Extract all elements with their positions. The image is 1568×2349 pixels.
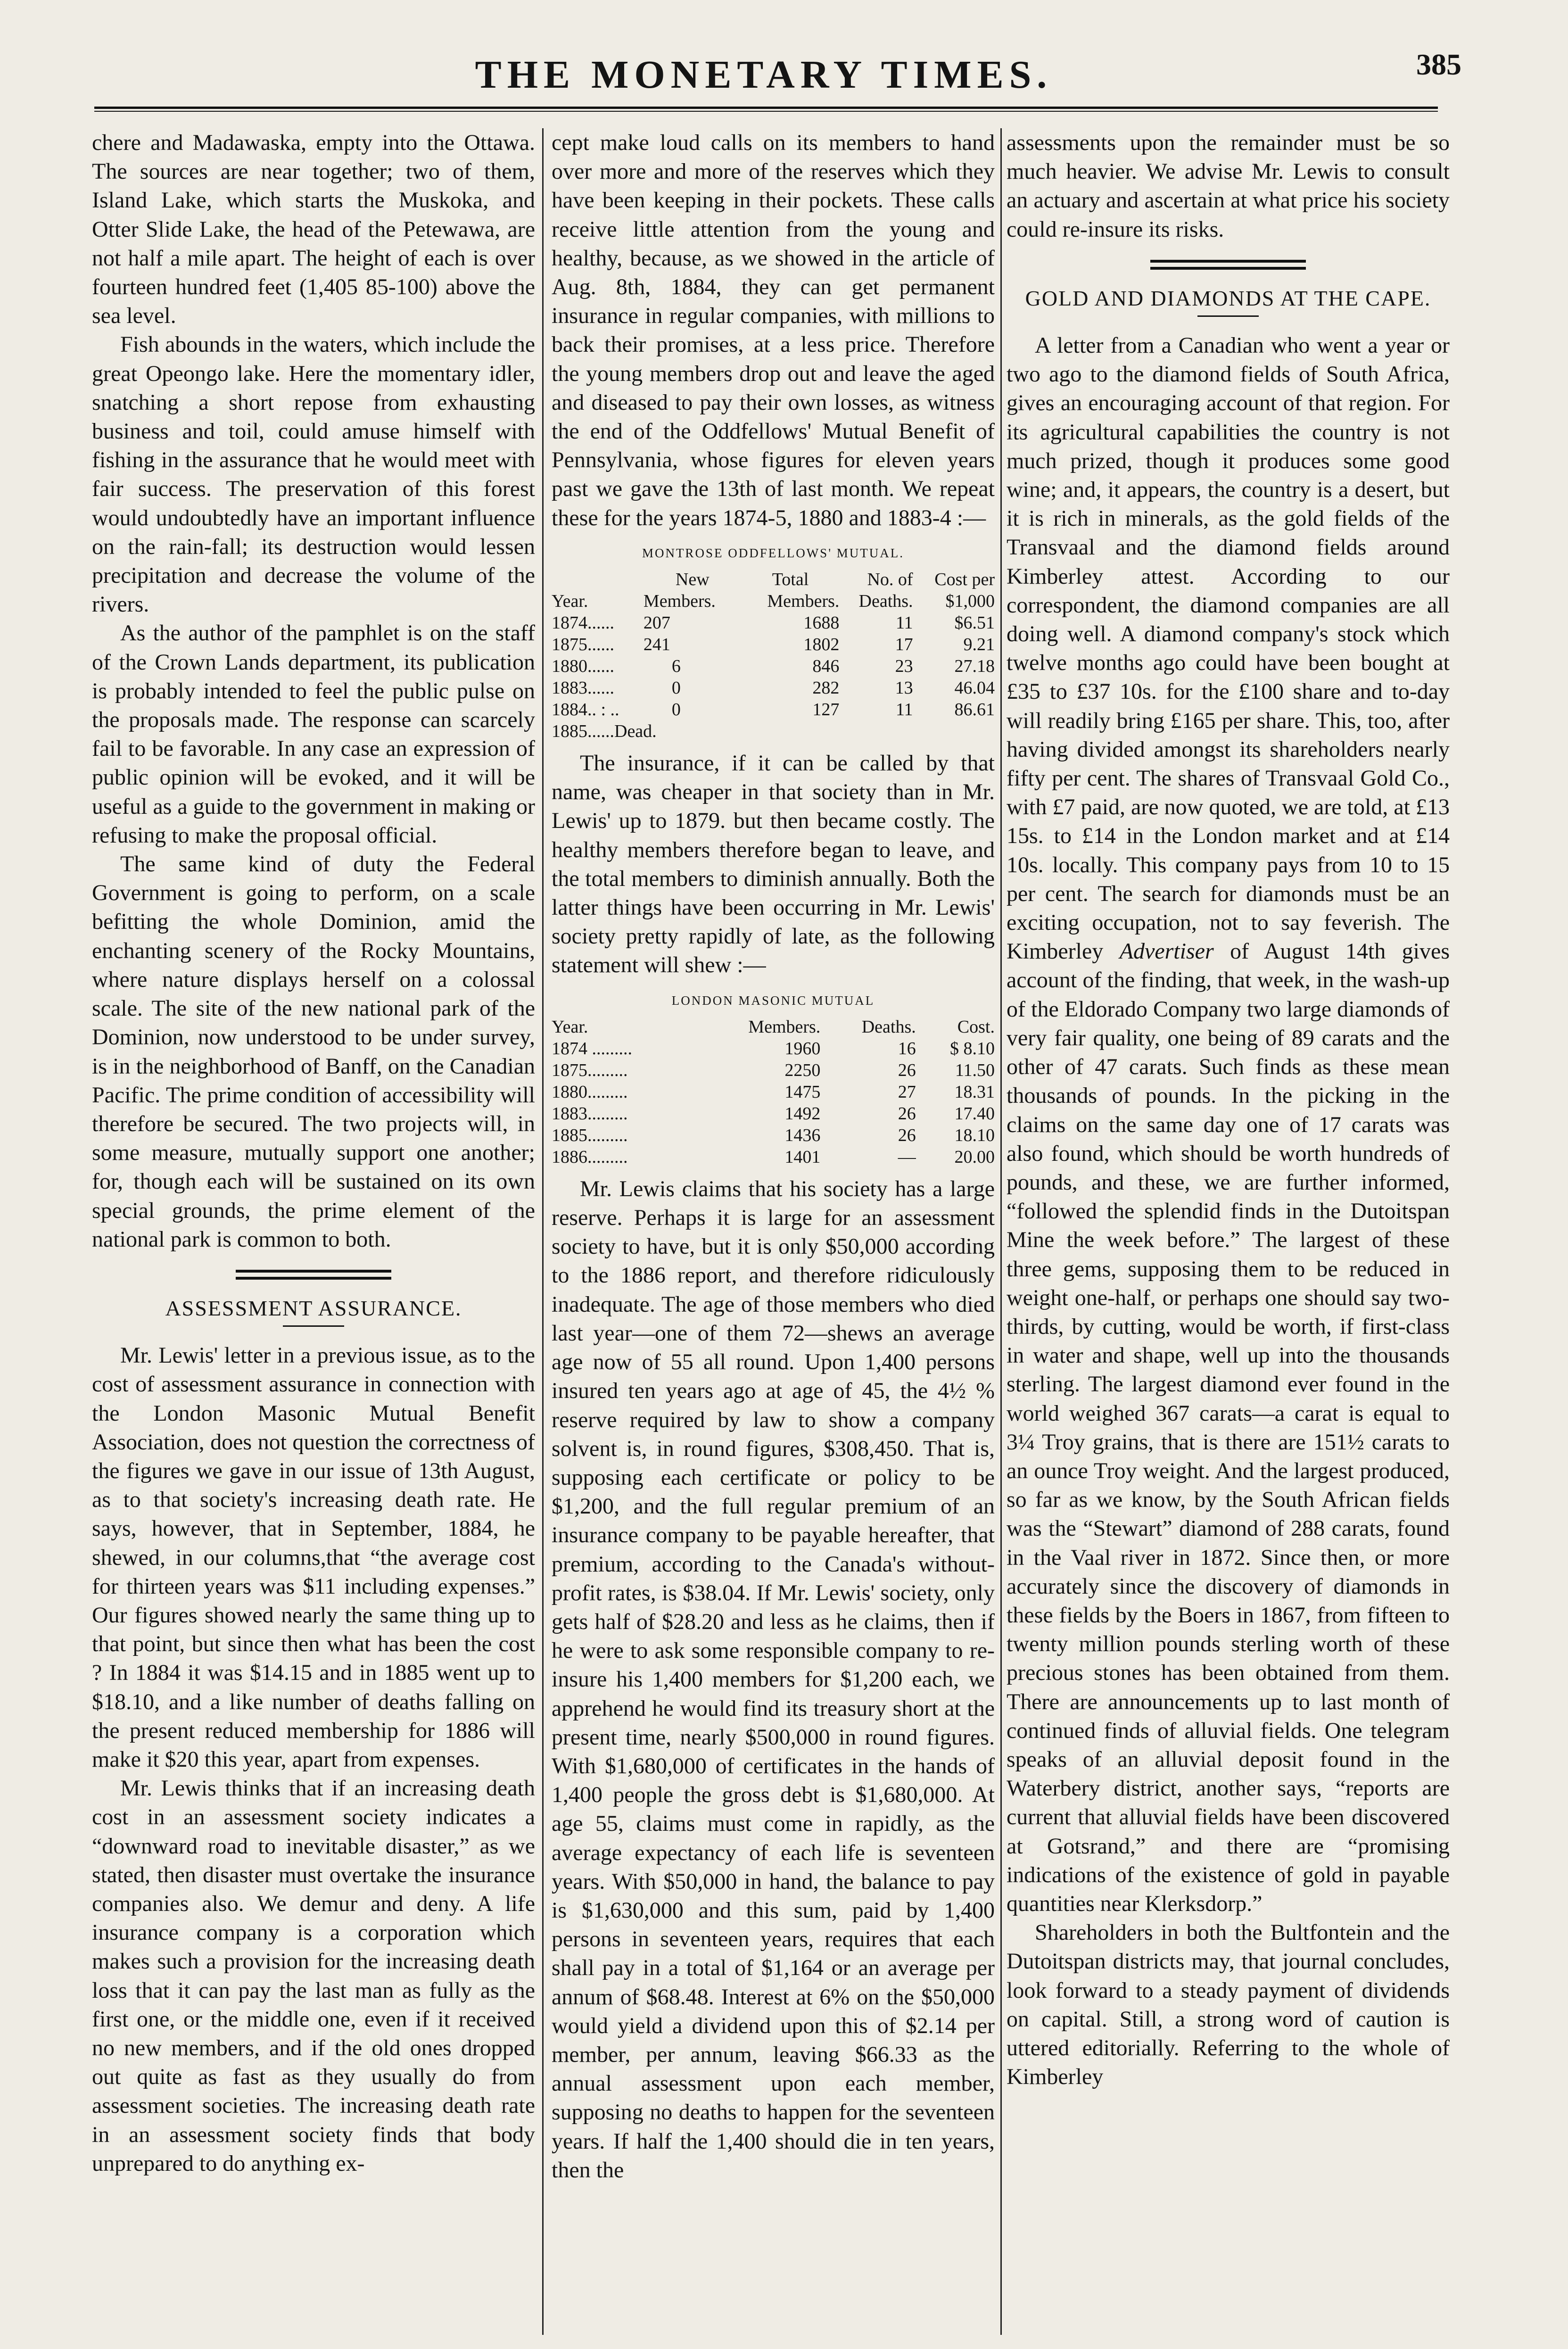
table-cell: — — [898, 1147, 916, 1167]
paragraph-text: of August 14th gives account of the finding, that week, in the wash-up of the Eldorado Company two large diamonds of very fair quality, one being of 89 carats and the other of 47 carats. Such finds as these mean thousands of pounds. In the picking in the claims on the same day one of 17 carats was also found, which should be worth hundreds of pounds, and these, we are further informed, “followed the splendid finds in the Dutoitspan Mine the week before.” The largest of these three gems, supposing them to be reduced in weight one-half, or perhaps one should say two-thirds, by cutting, would be worth, if first-class in water and shape, well up into the thousands sterling. The largest diamond ever found in the world weighed 367 carats—a carat is equal to 3¼ Troy grains, that is there are 151½ carats to an ounce Troy weight. And the largest produced, so far as we know, by the South African fields was the “Stewart” diamond of 288 carats, found in the Vaal river in 1872. Since then, or more accurately since the discovery of diamonds in these fields by the Boers in 1867, from fifteen to twenty million pounds sterling worth of these precious stones has been obtained from them. There are announcements up to last month of continued finds of alluvial fields. One telegram speaks of an alluvial deposit found in the Waterbery district, another says, “reports are current that alluvial fields have been discovered at Gotsrand,” and there are “promising indications of the existence of gold in payable quantities near Klerksdorp.” — [1007, 939, 1450, 1916]
table-cell: 20.00 — [954, 1147, 995, 1167]
table-header: Members. — [643, 591, 716, 612]
table-header: New — [675, 570, 710, 590]
table-cell: 241 — [643, 635, 670, 655]
table-cell: 11.50 — [955, 1060, 995, 1080]
table-header: Year. — [552, 591, 588, 612]
table-header: Total — [772, 570, 809, 590]
table-cell: 27.18 — [954, 656, 995, 677]
paragraph: Mr. Lewis thinks that if an increasing death cost in an assessment society indicates a “downward road to inevitable disaster,” as we stated, then disaster must overtake the insurance companies also. We demur and deny. A life insurance company is a corporation which makes such a provision for the increasing death loss that it can pay the last man as fully as the first one, or the middle one, even if it received no new members, and if the old ones dropped out quite as fast as they usually do from assessment societies. The increasing death rate in an assessment society finds that body unprepared to do anything ex- — [92, 1776, 535, 2176]
section-divider — [236, 1270, 391, 1280]
table-cell: 6 — [671, 656, 681, 677]
column-2 — [552, 128, 995, 2335]
table-header-row — [552, 1016, 995, 1038]
table-header: Cost per — [934, 570, 995, 590]
table-cell: 1884.. : .. — [552, 700, 619, 720]
table-cell: 26 — [898, 1125, 916, 1145]
column-1 — [92, 128, 535, 2335]
column-3 — [1007, 128, 1450, 2335]
table-header — [552, 569, 644, 590]
table-header: Deaths. — [858, 591, 913, 612]
table-row — [552, 699, 995, 720]
table-cell: 2250 — [784, 1060, 821, 1080]
table-header: Year. — [552, 1017, 588, 1037]
table-row — [552, 655, 995, 677]
table-cell: 23 — [895, 656, 913, 677]
table-cell: 207 — [643, 613, 670, 633]
table-row — [552, 720, 995, 742]
masthead-rule — [94, 107, 1438, 112]
heading-rule — [1197, 315, 1259, 317]
table-row — [552, 1125, 995, 1146]
table-header: Members. — [767, 591, 840, 612]
table-cell: 1875......... — [552, 1060, 628, 1080]
table-header: Cost. — [957, 1017, 995, 1037]
table-row — [552, 1103, 995, 1125]
table-cell: 86.61 — [954, 700, 995, 720]
newspaper-name: Advertiser — [1119, 939, 1214, 964]
paragraph — [1007, 331, 1450, 1918]
heading-rule — [283, 1325, 344, 1327]
table-cell: 9.21 — [963, 635, 995, 655]
table-cell: 16 — [898, 1038, 916, 1059]
oddfellows-table — [552, 539, 995, 742]
table-cell: 127 — [812, 700, 840, 720]
table-cell: 1883......... — [552, 1103, 628, 1124]
paragraph: Shareholders in both the Bultfontein and the Dutoitspan districts may, that journal concludes, look forward to a steady payment of dividends on capital. Still, a strong word of caution is uttered editorially. Referring to the whole of Kimberley — [1007, 1920, 1450, 2090]
table-cell: 17 — [895, 635, 913, 655]
table-cell: 1688 — [803, 613, 840, 633]
paragraph: assessments upon the remainder must be so much heavier. We advise Mr. Lewis to consult an actuary and ascertain at what price his society could re-insure its risks. — [1007, 130, 1450, 242]
table-header: No. of — [867, 570, 913, 590]
column-divider — [1000, 128, 1002, 2335]
masonic-table — [552, 986, 995, 1168]
table-cell: 18.10 — [954, 1125, 995, 1145]
table-cell: 1436 — [784, 1125, 821, 1145]
table-cell: 1880......... — [552, 1082, 628, 1102]
paragraph: chere and Madawaska, empty into the Ottawa. The sources are near together; two of them, Island Lake, which starts the Muskoka, and Otter Slide Lake, the head of the Petewawa, are not half a mile apart. The height of each is over fourteen hundred feet (1,405 85-100) above the sea level. — [92, 130, 535, 329]
table-header-row — [552, 590, 995, 612]
table-cell: $ 8.10 — [950, 1038, 995, 1059]
table-row — [552, 1146, 995, 1168]
section-divider — [1150, 260, 1306, 270]
table-cell: 1475 — [784, 1082, 821, 1102]
table-cell: 1885......... — [552, 1125, 628, 1145]
table-cell: 1960 — [784, 1038, 821, 1059]
table-cell: $6.51 — [954, 613, 995, 633]
table-cell: 13 — [895, 678, 913, 698]
paragraph: Mr. Lewis claims that his society has a large reserve. Perhaps it is large for an assessment society to have, but it is only $50,000 according to the 1886 report, and therefore ridiculously inadequate. The age of those members who died last year—one of them 72—shews an average age now of 55 all round. Upon 1,400 persons insured ten years ago at age of 45, the 4½ % reserve required by law to show a company solvent is, in round figures, $308,450. That is, supposing each certificate or policy to be $1,200, and the full regular premium of an insurance company to be payable hereafter, that premium, according to the Canada's without-profit rates, is $38.04. If Mr. Lewis' society, only gets half of $28.20 and less as he claims, then if he were to ask some responsible company to re-insure his 1,400 members for $1,200 each, we apprehend he would find its treasury short at the present time, nearly $500,000 in round figures. With $1,680,000 of certificates in the hands of 1,400 people the gross debt is $1,680,000. At age 55, claims must come in rapidly, as the average expectancy of each life is seventeen years. With $50,000 in hand, the balance to pay is $1,630,000 and this sum, paid by 1,400 persons in seventeen years, requires that each shall pay in a total of $1,164 or an average per annum of $68.48. Interest at 6% on the $50,000 would yield a dividend upon this of $2.14 per member, per annum, leaving $66.33 as the annual assessment upon each member, supposing no deaths to happen for the seventeen years. If half the 1,400 should die in ten years, then the — [552, 1176, 995, 2183]
table-row — [552, 677, 995, 699]
table-cell: 1874 ......... — [552, 1038, 632, 1059]
table-cell: 11 — [895, 613, 913, 633]
paragraph: Fish abounds in the waters, which include the great Opeongo lake. Here the momentary idler, snatching a short repose from exhausting business and toil, could amuse himself with fishing in the assurance that he would meet with fair success. The preservation of this forest would undoubtedly have an important influence on the rain-fall; its destruction would lessen precipitation and decrease the volume of the rivers. — [92, 332, 535, 617]
column-divider — [542, 128, 544, 2335]
paragraph: The insurance, if it can be called by that name, was cheaper in that society than in Mr. Lewis' up to 1879. but then became costly. The healthy members therefore began to leave, and the total members to diminish annually. Both the latter things have been occurring in Mr. Lewis' society pretty rapidly of late, as the following statement will shew :— — [552, 751, 995, 978]
table-cell: 17.40 — [954, 1103, 995, 1124]
table-cell: 11 — [895, 700, 913, 720]
table-row — [552, 1038, 995, 1059]
paragraph: As the author of the pamphlet is on the staff of the Crown Lands department, its publication is probably intended to feel the public pulse on the proposals made. The response can scarcely fail to be favorable. In any case an expression of public opinion will be evoked, and it will be useful as a guide to the government in making or refusing to make the proposal official. — [92, 620, 535, 848]
table-header: Members. — [748, 1017, 821, 1037]
table-cell: 27 — [898, 1082, 916, 1102]
table-caption: LONDON MASONIC MUTUAL — [671, 993, 875, 1008]
table-cell: 1874...... — [552, 613, 614, 633]
table-row — [552, 634, 995, 655]
table-cell: 26 — [898, 1060, 916, 1080]
table-row — [552, 1081, 995, 1103]
table-row — [552, 612, 995, 634]
table-cell: 1875...... — [552, 635, 614, 655]
page-number: 385 — [1416, 48, 1461, 81]
table-cell: 1885......Dead. — [552, 721, 657, 742]
table-cell: 1492 — [784, 1103, 821, 1124]
table-header-row — [552, 569, 995, 590]
paragraph: The same kind of duty the Federal Government is going to perform, on a scale befitting the whole Dominion, amid the enchanting scenery of the Rocky Mountains, where nature displays herself on a colossal scale. The site of the new national park of the Dominion, now understood to be under survey, is in the neighborhood of Banff, on the Canadian Pacific. The prime condition of accessibility will therefore be secured. The two projects will, in some measure, mutually support one another; for, though each will be sustained on its own special grounds, the prime element of the national park is common to both. — [92, 852, 535, 1252]
masthead-title: THE MONETARY TIMES. — [475, 53, 1053, 97]
paragraph: cept make loud calls on its members to hand over more and more of the reserves which they have been keeping in their pockets. These calls receive little attention from the young and healthy, because, as we showed in the article of Aug. 8th, 1884, they can get permanent insurance in regular companies, with millions to back their promises, at a less price. Therefore the young members drop out and leave the aged and diseased to pay their own losses, as witness the end of the Oddfellows' Mutual Benefit of Pennsylvania, whose figures for eleven years past we gave the 13th of last month. We repeat these for the years 1874-5, 1880 and 1883-4 :— — [552, 130, 995, 530]
table-cell: 1886......... — [552, 1147, 628, 1167]
table-cell: 846 — [812, 656, 840, 677]
article-heading: GOLD AND DIAMONDS AT THE CAPE. — [1025, 286, 1431, 310]
article-heading: ASSESSMENT ASSURANCE. — [165, 1296, 462, 1320]
table-cell: 1883...... — [552, 678, 614, 698]
table-cell: 1880...... — [552, 656, 614, 677]
table-cell: 1802 — [803, 635, 840, 655]
table-cell: 26 — [898, 1103, 916, 1124]
paragraph-text: A letter from a Canadian who went a year or two ago to the diamond fields of South Africa, gives an encouraging account of that region. For its agricultural capabilities the country is not much prized, though it produces some good wine; and, it appears, the country is a desert, but it is rich in minerals, as the gold fields of the Transvaal and the diamond fields around Kimberley attest. According to our correspondent, the diamond companies are all doing well. A diamond company's stock which twelve months ago could have been bought at £35 to £37 10s. for the £100 share and to-day will readily bring £165 per share. This, too, after having divided amongst its shareholders nearly fifty per cent. The shares of Transvaal Gold Co., with £7 paid, are now quoted, we are told, at £13 15s. to £14 in the London market and at £14 10s. locally. This company pays from 10 to 15 per cent. The search for diamonds must be an exciting occupation, not to say feverish. The Kimberley — [1007, 333, 1450, 964]
table-row — [552, 1059, 995, 1081]
table-cell: 282 — [812, 678, 840, 698]
table-cell: 0 — [671, 678, 681, 698]
table-cell: 46.04 — [954, 678, 995, 698]
table-header: Deaths. — [861, 1017, 916, 1037]
table-caption: MONTROSE ODDFELLOWS' MUTUAL. — [642, 546, 905, 560]
table-cell: 18.31 — [954, 1082, 995, 1102]
masthead — [80, 28, 1461, 99]
table-header: $1,000 — [945, 591, 995, 612]
table-cell: 1401 — [784, 1147, 821, 1167]
paragraph: Mr. Lewis' letter in a previous issue, as to the cost of assessment assurance in connection with the London Masonic Mutual Benefit Association, does not question the correctness of the figures we gave in our issue of 13th August, as to that society's increasing death rate. He says, however, that in September, 1884, he shewed, in our columns,that “the average cost for thirteen years was $11 including expenses.” Our figures showed nearly the same thing up to that point, but since then what has been the cost ? In 1884 it was $14.15 and in 1885 went up to $18.10, and a like number of deaths falling on the present reduced membership for 1886 will make it $20 this year, apart from expenses. — [92, 1343, 535, 1772]
table-cell: 0 — [671, 700, 681, 720]
